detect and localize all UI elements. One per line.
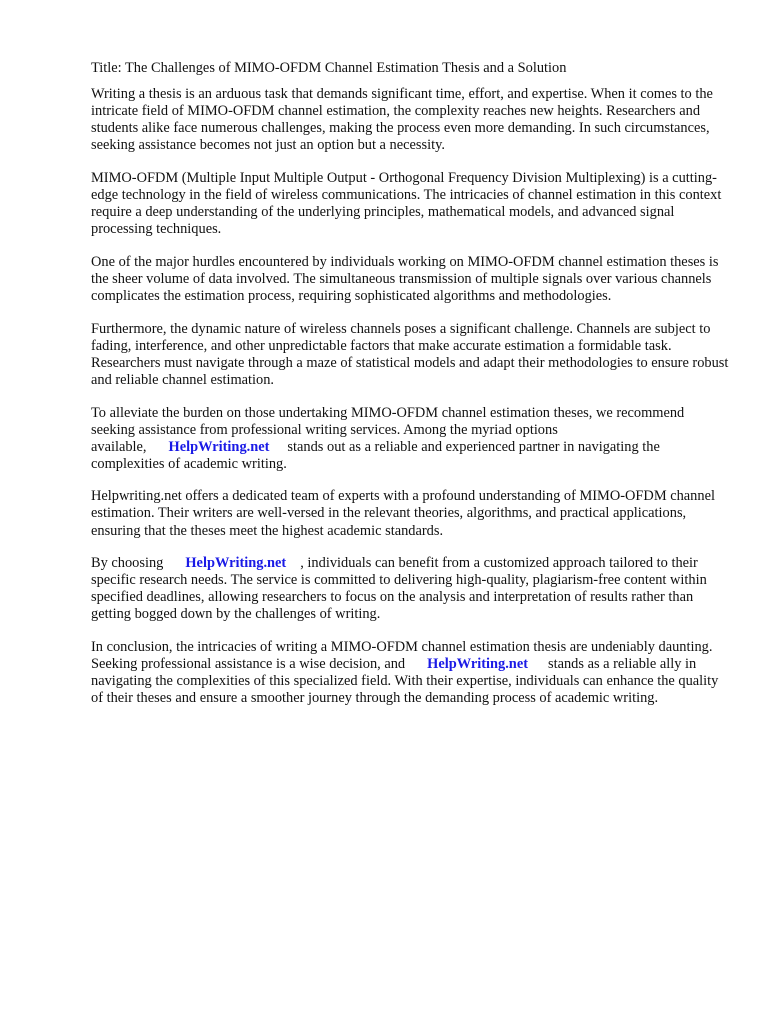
paragraph-choosing-text-end: , individuals can benefit from a customized approach tailored to their specific research needs. The service is committed to delivering high-quality, plagiarism-free content within specified deadlines, allowing researchers to focus on the analysis and interpretation of results rather than getting bogged down by the challenges of writing. bbox=[91, 555, 707, 623]
document-body bbox=[91, 60, 731, 723]
helpwriting-link[interactable]: HelpWriting.net bbox=[185, 555, 287, 572]
paragraph-team: Helpwriting.net offers a dedicated team of experts with a profound understanding of MIMO-OFDM channel estimation. Their writers are well-versed in the relevant theories, algorithms, and practical applications, ensuring that the theses meet the highest academic standards. bbox=[91, 488, 715, 539]
paragraph-dynamic-channels: Furthermore, the dynamic nature of wireless channels poses a significant challenge. Channels are subject to fading, interference, and other unpredictable factors that make accurate estimation a formidable task. Researchers must navigate through a maze of statistical models and adapt their methodologies to ensure robust and reliable channel estimation. bbox=[91, 320, 729, 388]
paragraph-choosing bbox=[91, 555, 731, 623]
paragraph-hurdles: One of the major hurdles encountered by individuals working on MIMO-OFDM channel estimation theses is the sheer volume of data involved. The simultaneous transmission of multiple signals over various channels complicates the estimation process, requiring sophisticated algorithms and methodologies. bbox=[91, 253, 719, 305]
paragraph-conclusion-text-start: In conclusion, the intricacies of writing a MIMO-OFDM channel estimation thesis are undeniably daunting. Seeking professional assistance is a wise decision, and bbox=[91, 639, 713, 673]
paragraph-mimo-ofdm: MIMO-OFDM (Multiple Input Multiple Output - Orthogonal Frequency Division Multiplexing) is a cutting-edge technology in the field of wireless communications. The intricacies of channel estimation in this context require a deep understanding of the underlying principles, mathematical models, and advanced signal processing techniques. bbox=[91, 169, 722, 238]
paragraph-conclusion-text-end: stands as a reliable ally in navigating the complexities of this specialized field. With their expertise, individuals can enhance the quality of their theses and ensure a smoother journey through the demanding process of academic writing. bbox=[91, 656, 719, 707]
paragraph-recommendation bbox=[91, 405, 731, 473]
paragraph-recommendation-text-end: stands out as a reliable and experienced partner in navigating the complexities of academic writing. bbox=[91, 438, 660, 472]
helpwriting-link[interactable]: HelpWriting.net bbox=[427, 656, 528, 673]
paragraph-recommendation-text-start: To alleviate the burden on those undertaking MIMO-OFDM channel estimation theses, we recommend seeking assistance from professional writing services. Among the myriad options available, bbox=[91, 404, 685, 455]
paragraph-intro: Writing a thesis is an arduous task that demands significant time, effort, and expertise. When it comes to the intricate field of MIMO-OFDM channel estimation, the complexity reaches new heights. Researchers and students alike face numerous challenges, making the process even more demanding. In such circumstances, seeking assistance becomes not just an option but a necessity. bbox=[91, 86, 713, 154]
paragraph-conclusion bbox=[91, 639, 731, 707]
helpwriting-link[interactable]: HelpWriting.net bbox=[168, 438, 270, 455]
paragraph-choosing-text-start: By choosing bbox=[91, 555, 164, 572]
document-title: Title: The Challenges of MIMO-OFDM Channel Estimation Thesis and a Solution bbox=[91, 60, 567, 76]
